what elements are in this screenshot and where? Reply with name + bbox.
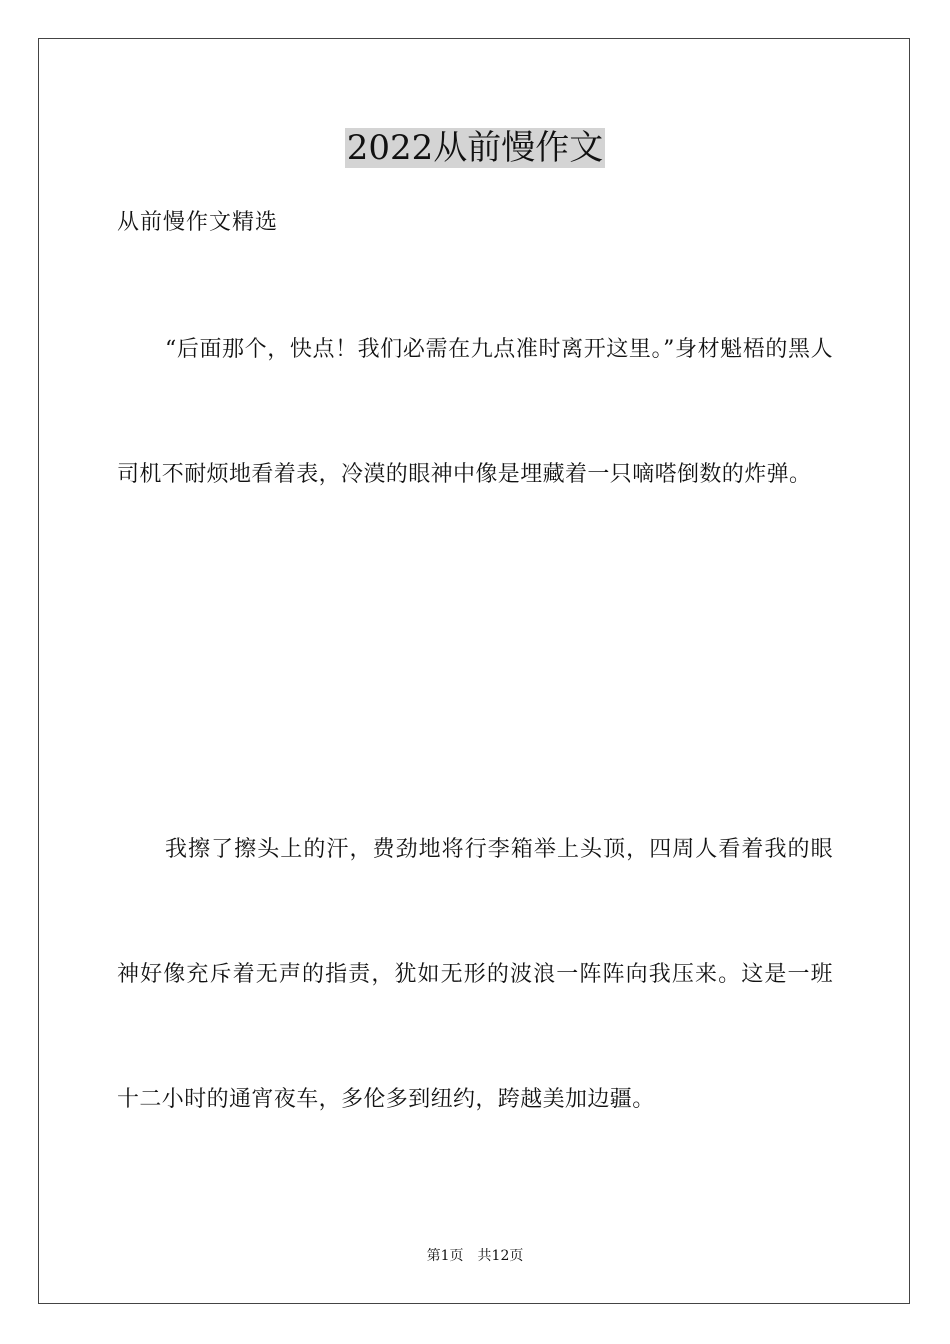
paragraph-1: “后面那个，快点！我们必需在九点准时离开这里。”身材魁梧的黑人司机不耐烦地看着表，冷漠的眼神中像是埋藏着一只嘀嗒倒数的炸弹。 <box>117 337 833 487</box>
page-total: 共12页 <box>477 1248 524 1264</box>
document-subtitle: 从前慢作文精选 <box>117 210 279 235</box>
page-number: 第1页 <box>426 1248 464 1264</box>
document-title-text: 2022从前慢作文 <box>346 128 604 168</box>
document-title <box>0 124 950 172</box>
page-footer <box>0 1246 950 1266</box>
paragraph-2: 我擦了擦头上的汗，费劲地将行李箱举上头顶，四周人看着我的眼神好像充斥着无声的指责，犹如无形的波浪一阵阵向我压来。这是一班十二小时的通宵夜车，多伦多到纽约，跨越美加边疆。 <box>117 837 833 1112</box>
